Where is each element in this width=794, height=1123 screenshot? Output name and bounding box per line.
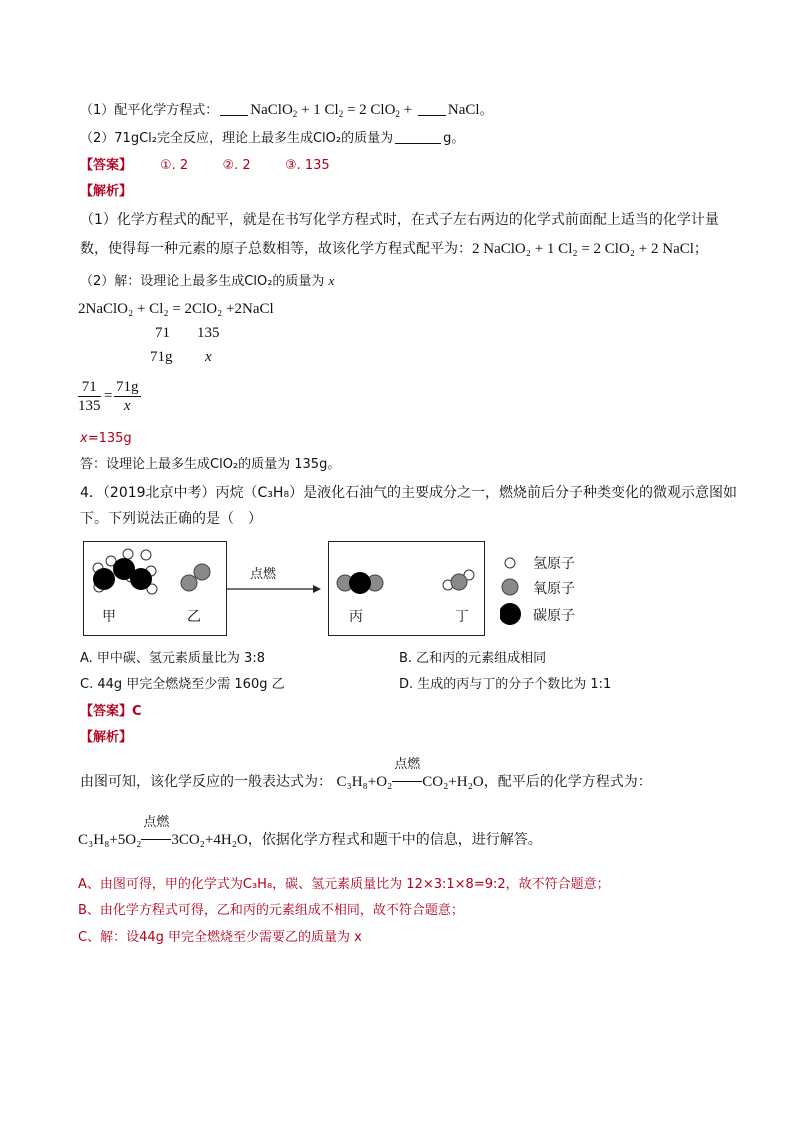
option-c[interactable]: C. 44g 甲完全燃烧至少需 160g 乙 bbox=[80, 677, 285, 692]
hydrogen-atom bbox=[141, 550, 151, 560]
carbon-atom bbox=[130, 568, 152, 590]
q4-stem-line1: 4．（2019北京中考）丙烷（C₃H₈）是液化石油气的主要成分之一，燃烧前后分子种类变化的微观示意图如 bbox=[80, 485, 738, 501]
legend-hydrogen: 氢原子 bbox=[533, 556, 575, 572]
unknown-mass: x bbox=[205, 349, 212, 365]
carbon-legend-icon bbox=[500, 603, 521, 625]
balance-question: （1）配平化学方程式： NaClO$_2$ + 1 $Cl_2 = 2$ ClO$_2$ + NaCl。 bbox=[80, 102, 493, 119]
legend-oxygen: 氧原子 bbox=[533, 581, 575, 597]
carbon-atom bbox=[93, 568, 115, 590]
answer-items-1 bbox=[160, 157, 330, 175]
blank-2[interactable] bbox=[418, 103, 446, 116]
result-line: x=135g bbox=[80, 431, 132, 446]
reactants-box bbox=[83, 541, 227, 636]
molar-mass-1: 71 bbox=[155, 325, 170, 341]
fraction-right: $\frac{71g}{x}$ bbox=[116, 379, 139, 414]
molar-mass-2: 135 bbox=[197, 325, 220, 341]
answer-item: ③. 135 bbox=[284, 158, 330, 173]
analysis-p1-line2: 数，使得每一种元素的原子总数相等，故该化学方程式配平为：2 NaClO₂ + 1 Cl₂ = 2 ClO₂ + 2 NaCl； bbox=[80, 241, 708, 257]
q4-stem-line2: 下。下列说法正确的是（ ） bbox=[80, 511, 262, 527]
equals-sign: = bbox=[104, 388, 113, 404]
mass-question: （2）71gCl₂完全反应，理论上最多生成ClO₂的质量为 g。 bbox=[80, 131, 465, 146]
answer-label: 【答案】 bbox=[80, 158, 133, 173]
label-yi: 乙 bbox=[187, 609, 201, 625]
analysis4-option-c: C、解：设44g 甲完全燃烧至少需要乙的质量为 x bbox=[78, 930, 362, 945]
legend-carbon: 碳原子 bbox=[533, 608, 575, 624]
oxygen-legend-icon bbox=[502, 579, 518, 595]
answer-row-1 bbox=[80, 157, 132, 175]
analysis4-option-a: A、由图可得，甲的化学式为C₃H₈，碳、氢元素质量比为 12×3:1×8=9:2，故不符合题意； bbox=[78, 877, 610, 892]
analysis-label-1: 【解析】 bbox=[80, 184, 133, 199]
hydrogen-legend-icon bbox=[505, 558, 515, 568]
option-d[interactable]: D. 生成的丙与丁的分子个数比为 1:1 bbox=[399, 677, 612, 692]
fraction-left: $\frac{71}{135}$ bbox=[78, 379, 101, 414]
arrow-label: 点燃 bbox=[250, 567, 277, 582]
oxygen-atom bbox=[181, 575, 197, 591]
reaction-equation: 2NaClO₂ + Cl₂ = 2ClO₂ +2NaCl bbox=[78, 301, 274, 317]
analysis4-line2: C₃H₈+5O₂ 点燃 3CO₂+4H₂O，依据化学方程式和题干中的信息，进行解答。 bbox=[78, 815, 542, 848]
analysis-label-4: 【解析】 bbox=[80, 730, 133, 745]
label-bing: 丙 bbox=[349, 609, 363, 625]
conclusion-line: 答：设理论上最多生成ClO₂的质量为 135g。 bbox=[80, 457, 341, 472]
option-b[interactable]: B. 乙和丙的元素组成相同 bbox=[399, 651, 547, 666]
products-box bbox=[328, 541, 485, 636]
analysis-p2: （2）解：设理论上最多生成ClO₂的质量为 x bbox=[80, 273, 335, 289]
blank-1[interactable] bbox=[220, 103, 248, 116]
answer-item: ①. 2 bbox=[160, 158, 189, 173]
label-ding: 丁 bbox=[455, 609, 469, 625]
analysis4-line1: 由图可知，该化学反应的一般表达式为： C₃H₈+O₂ 点燃 CO₂+H₂O，配平后的化学方程式为： bbox=[80, 757, 652, 790]
oxygen-atom bbox=[194, 564, 210, 580]
answer-row-4: 【答案】C bbox=[80, 704, 142, 719]
oxygen-atom bbox=[451, 574, 467, 590]
carbon-atom bbox=[349, 572, 371, 594]
label-jia: 甲 bbox=[102, 609, 116, 625]
analysis4-option-b: B、由化学方程式可得，乙和丙的元素组成不相同，故不符合题意； bbox=[78, 903, 464, 918]
analysis-p1-line1: （1）化学方程式的配平，就是在书写化学方程式时，在式子左右两边的化学式前面配上适当的化学计量 bbox=[80, 212, 719, 228]
reaction-arrow-icon bbox=[225, 582, 325, 596]
hydrogen-atom bbox=[123, 549, 133, 559]
blank-3[interactable] bbox=[395, 131, 441, 144]
given-mass: 71g bbox=[150, 349, 173, 365]
answer-item: ②. 2 bbox=[222, 158, 251, 173]
legend-icons bbox=[500, 555, 524, 625]
option-a[interactable]: A. 甲中碳、氢元素质量比为 3:8 bbox=[80, 651, 265, 666]
